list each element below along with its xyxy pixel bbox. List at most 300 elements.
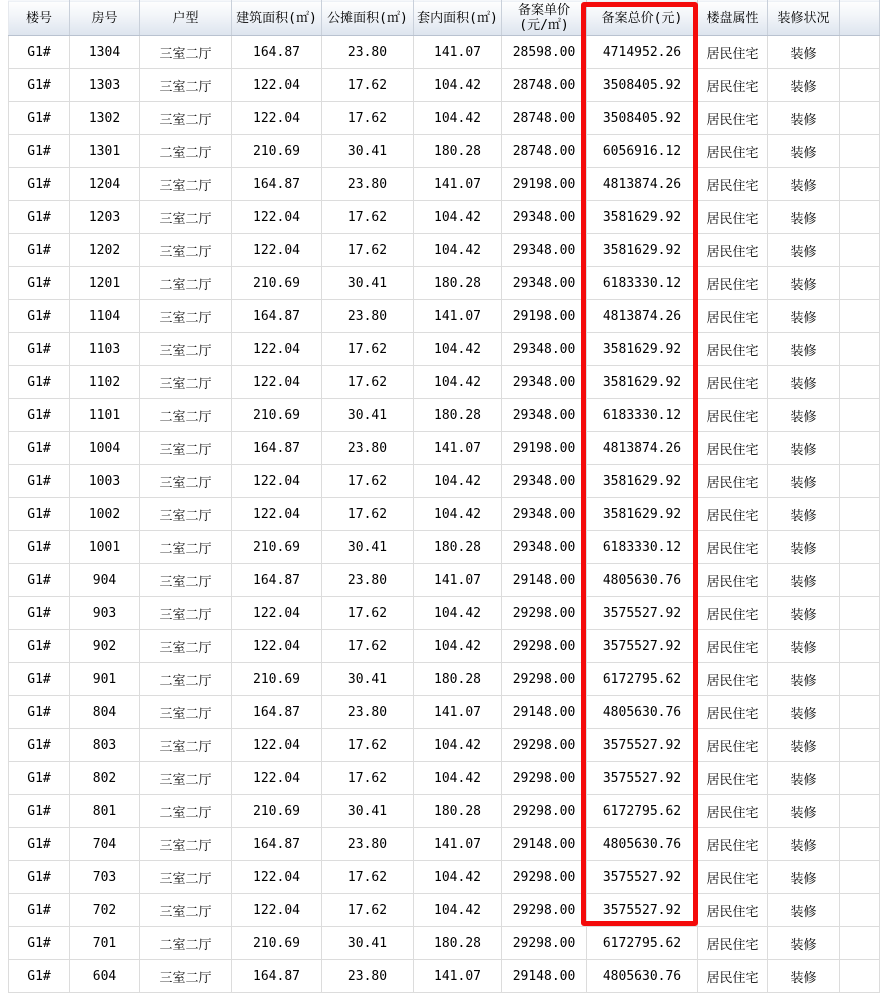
cell-unit-price: 28598.00 bbox=[502, 36, 587, 69]
cell-inner-area: 141.07 bbox=[414, 168, 502, 201]
cell-extra bbox=[840, 168, 880, 201]
cell-decoration: 装修 bbox=[768, 960, 840, 993]
cell-shared-area: 17.62 bbox=[322, 630, 414, 663]
table-row bbox=[9, 36, 880, 69]
cell-extra bbox=[840, 498, 880, 531]
cell-building: G1# bbox=[9, 696, 70, 729]
cell-decoration: 装修 bbox=[768, 927, 840, 960]
cell-building: G1# bbox=[9, 465, 70, 498]
cell-property-type: 居民住宅 bbox=[698, 663, 768, 696]
cell-inner-area: 104.42 bbox=[414, 465, 502, 498]
cell-total-price: 3575527.92 bbox=[587, 894, 698, 927]
cell-total-price: 3581629.92 bbox=[587, 465, 698, 498]
column-header-building: 楼号 bbox=[9, 1, 70, 36]
cell-unit-type: 三室二厅 bbox=[140, 465, 232, 498]
cell-shared-area: 30.41 bbox=[322, 663, 414, 696]
cell-extra bbox=[840, 630, 880, 663]
cell-room: 1303 bbox=[70, 69, 140, 102]
column-header-unit-type: 户型 bbox=[140, 1, 232, 36]
table-row bbox=[9, 102, 880, 135]
cell-extra bbox=[840, 399, 880, 432]
cell-extra bbox=[840, 69, 880, 102]
cell-unit-type: 三室二厅 bbox=[140, 762, 232, 795]
cell-build-area: 122.04 bbox=[232, 498, 322, 531]
cell-shared-area: 23.80 bbox=[322, 960, 414, 993]
cell-room: 802 bbox=[70, 762, 140, 795]
cell-unit-type: 三室二厅 bbox=[140, 69, 232, 102]
cell-unit-type: 三室二厅 bbox=[140, 828, 232, 861]
cell-unit-price: 29198.00 bbox=[502, 300, 587, 333]
cell-room: 901 bbox=[70, 663, 140, 696]
cell-building: G1# bbox=[9, 762, 70, 795]
cell-extra bbox=[840, 432, 880, 465]
cell-property-type: 居民住宅 bbox=[698, 597, 768, 630]
cell-extra bbox=[840, 696, 880, 729]
cell-unit-price: 29348.00 bbox=[502, 531, 587, 564]
cell-shared-area: 17.62 bbox=[322, 201, 414, 234]
cell-inner-area: 141.07 bbox=[414, 36, 502, 69]
cell-decoration: 装修 bbox=[768, 663, 840, 696]
cell-property-type: 居民住宅 bbox=[698, 102, 768, 135]
cell-shared-area: 17.62 bbox=[322, 498, 414, 531]
table-row bbox=[9, 894, 880, 927]
cell-extra bbox=[840, 828, 880, 861]
cell-shared-area: 23.80 bbox=[322, 828, 414, 861]
cell-decoration: 装修 bbox=[768, 696, 840, 729]
cell-building: G1# bbox=[9, 102, 70, 135]
header-row bbox=[9, 1, 880, 36]
cell-extra bbox=[840, 333, 880, 366]
cell-total-price: 4813874.26 bbox=[587, 168, 698, 201]
listing-price-table bbox=[8, 0, 880, 993]
cell-room: 1001 bbox=[70, 531, 140, 564]
cell-total-price: 3581629.92 bbox=[587, 234, 698, 267]
cell-room: 1302 bbox=[70, 102, 140, 135]
cell-unit-price: 29298.00 bbox=[502, 597, 587, 630]
cell-extra bbox=[840, 795, 880, 828]
table-row bbox=[9, 762, 880, 795]
table-row bbox=[9, 498, 880, 531]
cell-total-price: 6183330.12 bbox=[587, 267, 698, 300]
cell-inner-area: 104.42 bbox=[414, 729, 502, 762]
table-row bbox=[9, 564, 880, 597]
cell-total-price: 4813874.26 bbox=[587, 432, 698, 465]
cell-room: 1103 bbox=[70, 333, 140, 366]
cell-building: G1# bbox=[9, 498, 70, 531]
cell-room: 1002 bbox=[70, 498, 140, 531]
cell-unit-type: 二室二厅 bbox=[140, 927, 232, 960]
table-row bbox=[9, 861, 880, 894]
cell-room: 702 bbox=[70, 894, 140, 927]
cell-shared-area: 30.41 bbox=[322, 795, 414, 828]
cell-building: G1# bbox=[9, 828, 70, 861]
cell-unit-type: 三室二厅 bbox=[140, 234, 232, 267]
cell-unit-type: 三室二厅 bbox=[140, 861, 232, 894]
cell-build-area: 210.69 bbox=[232, 267, 322, 300]
cell-inner-area: 104.42 bbox=[414, 498, 502, 531]
cell-property-type: 居民住宅 bbox=[698, 861, 768, 894]
cell-decoration: 装修 bbox=[768, 564, 840, 597]
cell-room: 1104 bbox=[70, 300, 140, 333]
cell-unit-type: 三室二厅 bbox=[140, 366, 232, 399]
cell-unit-type: 三室二厅 bbox=[140, 597, 232, 630]
cell-shared-area: 23.80 bbox=[322, 300, 414, 333]
cell-inner-area: 104.42 bbox=[414, 102, 502, 135]
cell-build-area: 210.69 bbox=[232, 531, 322, 564]
cell-build-area: 122.04 bbox=[232, 729, 322, 762]
cell-building: G1# bbox=[9, 663, 70, 696]
cell-unit-type: 三室二厅 bbox=[140, 894, 232, 927]
cell-room: 1101 bbox=[70, 399, 140, 432]
column-header-decoration: 装修状况 bbox=[768, 1, 840, 36]
cell-room: 1003 bbox=[70, 465, 140, 498]
cell-unit-price: 29148.00 bbox=[502, 564, 587, 597]
cell-unit-price: 29298.00 bbox=[502, 861, 587, 894]
cell-inner-area: 180.28 bbox=[414, 663, 502, 696]
column-header-property-type: 楼盘属性 bbox=[698, 1, 768, 36]
cell-room: 801 bbox=[70, 795, 140, 828]
cell-extra bbox=[840, 366, 880, 399]
column-header-room: 房号 bbox=[70, 1, 140, 36]
cell-build-area: 122.04 bbox=[232, 102, 322, 135]
cell-total-price: 4805630.76 bbox=[587, 696, 698, 729]
cell-build-area: 164.87 bbox=[232, 300, 322, 333]
cell-property-type: 居民住宅 bbox=[698, 795, 768, 828]
cell-total-price: 4813874.26 bbox=[587, 300, 698, 333]
cell-extra bbox=[840, 894, 880, 927]
column-header-unit-price: 备案单价(元/㎡) bbox=[502, 1, 587, 36]
cell-decoration: 装修 bbox=[768, 894, 840, 927]
table-row bbox=[9, 531, 880, 564]
cell-shared-area: 17.62 bbox=[322, 465, 414, 498]
cell-total-price: 3575527.92 bbox=[587, 597, 698, 630]
cell-extra bbox=[840, 36, 880, 69]
cell-unit-price: 29348.00 bbox=[502, 399, 587, 432]
cell-room: 1301 bbox=[70, 135, 140, 168]
cell-decoration: 装修 bbox=[768, 432, 840, 465]
cell-unit-price: 29198.00 bbox=[502, 168, 587, 201]
cell-decoration: 装修 bbox=[768, 201, 840, 234]
cell-property-type: 居民住宅 bbox=[698, 531, 768, 564]
cell-unit-price: 28748.00 bbox=[502, 102, 587, 135]
cell-decoration: 装修 bbox=[768, 531, 840, 564]
cell-unit-price: 29198.00 bbox=[502, 432, 587, 465]
cell-build-area: 210.69 bbox=[232, 663, 322, 696]
cell-unit-type: 三室二厅 bbox=[140, 564, 232, 597]
cell-unit-type: 三室二厅 bbox=[140, 201, 232, 234]
cell-unit-price: 28748.00 bbox=[502, 135, 587, 168]
cell-total-price: 3508405.92 bbox=[587, 102, 698, 135]
cell-unit-price: 29298.00 bbox=[502, 894, 587, 927]
cell-build-area: 210.69 bbox=[232, 927, 322, 960]
cell-unit-type: 二室二厅 bbox=[140, 663, 232, 696]
cell-decoration: 装修 bbox=[768, 795, 840, 828]
cell-extra bbox=[840, 861, 880, 894]
cell-building: G1# bbox=[9, 300, 70, 333]
cell-building: G1# bbox=[9, 795, 70, 828]
table-row bbox=[9, 795, 880, 828]
cell-unit-type: 二室二厅 bbox=[140, 531, 232, 564]
column-header-shared-area: 公摊面积(㎡) bbox=[322, 1, 414, 36]
cell-inner-area: 104.42 bbox=[414, 69, 502, 102]
cell-build-area: 122.04 bbox=[232, 333, 322, 366]
cell-inner-area: 104.42 bbox=[414, 366, 502, 399]
cell-shared-area: 17.62 bbox=[322, 366, 414, 399]
cell-total-price: 3581629.92 bbox=[587, 366, 698, 399]
cell-unit-type: 三室二厅 bbox=[140, 102, 232, 135]
cell-property-type: 居民住宅 bbox=[698, 696, 768, 729]
cell-unit-type: 三室二厅 bbox=[140, 432, 232, 465]
cell-room: 1304 bbox=[70, 36, 140, 69]
cell-extra bbox=[840, 465, 880, 498]
cell-property-type: 居民住宅 bbox=[698, 960, 768, 993]
cell-room: 804 bbox=[70, 696, 140, 729]
cell-unit-type: 三室二厅 bbox=[140, 630, 232, 663]
cell-shared-area: 30.41 bbox=[322, 399, 414, 432]
table-row bbox=[9, 960, 880, 993]
cell-property-type: 居民住宅 bbox=[698, 135, 768, 168]
cell-total-price: 6056916.12 bbox=[587, 135, 698, 168]
cell-property-type: 居民住宅 bbox=[698, 927, 768, 960]
cell-decoration: 装修 bbox=[768, 762, 840, 795]
cell-unit-price: 29348.00 bbox=[502, 366, 587, 399]
column-header-total-price: 备案总价(元) bbox=[587, 1, 698, 36]
cell-building: G1# bbox=[9, 234, 70, 267]
cell-building: G1# bbox=[9, 69, 70, 102]
cell-total-price: 6183330.12 bbox=[587, 399, 698, 432]
cell-unit-type: 三室二厅 bbox=[140, 498, 232, 531]
cell-build-area: 164.87 bbox=[232, 36, 322, 69]
cell-unit-price: 29298.00 bbox=[502, 729, 587, 762]
cell-room: 1204 bbox=[70, 168, 140, 201]
cell-inner-area: 180.28 bbox=[414, 795, 502, 828]
cell-total-price: 3581629.92 bbox=[587, 498, 698, 531]
table-row bbox=[9, 630, 880, 663]
cell-decoration: 装修 bbox=[768, 135, 840, 168]
cell-build-area: 210.69 bbox=[232, 399, 322, 432]
cell-unit-type: 三室二厅 bbox=[140, 300, 232, 333]
cell-unit-type: 三室二厅 bbox=[140, 729, 232, 762]
cell-total-price: 3581629.92 bbox=[587, 333, 698, 366]
cell-property-type: 居民住宅 bbox=[698, 498, 768, 531]
cell-room: 703 bbox=[70, 861, 140, 894]
cell-inner-area: 104.42 bbox=[414, 333, 502, 366]
cell-property-type: 居民住宅 bbox=[698, 432, 768, 465]
cell-inner-area: 104.42 bbox=[414, 861, 502, 894]
cell-building: G1# bbox=[9, 366, 70, 399]
table-row bbox=[9, 366, 880, 399]
cell-unit-price: 29348.00 bbox=[502, 465, 587, 498]
cell-decoration: 装修 bbox=[768, 597, 840, 630]
cell-property-type: 居民住宅 bbox=[698, 234, 768, 267]
cell-shared-area: 30.41 bbox=[322, 531, 414, 564]
cell-inner-area: 104.42 bbox=[414, 234, 502, 267]
cell-build-area: 210.69 bbox=[232, 795, 322, 828]
cell-build-area: 164.87 bbox=[232, 168, 322, 201]
cell-inner-area: 180.28 bbox=[414, 135, 502, 168]
table-row bbox=[9, 201, 880, 234]
cell-property-type: 居民住宅 bbox=[698, 168, 768, 201]
cell-property-type: 居民住宅 bbox=[698, 762, 768, 795]
cell-unit-type: 三室二厅 bbox=[140, 36, 232, 69]
cell-decoration: 装修 bbox=[768, 861, 840, 894]
cell-building: G1# bbox=[9, 630, 70, 663]
cell-building: G1# bbox=[9, 861, 70, 894]
cell-room: 904 bbox=[70, 564, 140, 597]
table-row bbox=[9, 234, 880, 267]
cell-unit-type: 二室二厅 bbox=[140, 267, 232, 300]
table-row bbox=[9, 399, 880, 432]
cell-shared-area: 23.80 bbox=[322, 432, 414, 465]
cell-building: G1# bbox=[9, 597, 70, 630]
table-row bbox=[9, 267, 880, 300]
cell-total-price: 3581629.92 bbox=[587, 201, 698, 234]
table-row bbox=[9, 300, 880, 333]
cell-build-area: 164.87 bbox=[232, 432, 322, 465]
cell-inner-area: 104.42 bbox=[414, 630, 502, 663]
cell-decoration: 装修 bbox=[768, 465, 840, 498]
cell-shared-area: 17.62 bbox=[322, 69, 414, 102]
cell-building: G1# bbox=[9, 894, 70, 927]
cell-extra bbox=[840, 597, 880, 630]
cell-total-price: 3508405.92 bbox=[587, 69, 698, 102]
cell-room: 1203 bbox=[70, 201, 140, 234]
cell-shared-area: 17.62 bbox=[322, 894, 414, 927]
cell-building: G1# bbox=[9, 201, 70, 234]
cell-unit-type: 三室二厅 bbox=[140, 168, 232, 201]
cell-unit-price: 29148.00 bbox=[502, 828, 587, 861]
cell-unit-price: 29298.00 bbox=[502, 795, 587, 828]
cell-total-price: 4805630.76 bbox=[587, 960, 698, 993]
cell-property-type: 居民住宅 bbox=[698, 894, 768, 927]
cell-build-area: 164.87 bbox=[232, 564, 322, 597]
listing-price-table-wrap bbox=[8, 0, 868, 986]
cell-build-area: 122.04 bbox=[232, 69, 322, 102]
cell-total-price: 3575527.92 bbox=[587, 861, 698, 894]
cell-room: 704 bbox=[70, 828, 140, 861]
cell-inner-area: 141.07 bbox=[414, 300, 502, 333]
cell-inner-area: 180.28 bbox=[414, 531, 502, 564]
cell-total-price: 6172795.62 bbox=[587, 927, 698, 960]
cell-unit-type: 三室二厅 bbox=[140, 696, 232, 729]
table-row bbox=[9, 597, 880, 630]
cell-inner-area: 104.42 bbox=[414, 894, 502, 927]
cell-total-price: 4805630.76 bbox=[587, 828, 698, 861]
cell-room: 1004 bbox=[70, 432, 140, 465]
cell-property-type: 居民住宅 bbox=[698, 201, 768, 234]
cell-shared-area: 17.62 bbox=[322, 234, 414, 267]
cell-shared-area: 30.41 bbox=[322, 927, 414, 960]
cell-unit-type: 二室二厅 bbox=[140, 135, 232, 168]
cell-property-type: 居民住宅 bbox=[698, 36, 768, 69]
cell-property-type: 居民住宅 bbox=[698, 399, 768, 432]
cell-property-type: 居民住宅 bbox=[698, 465, 768, 498]
cell-build-area: 210.69 bbox=[232, 135, 322, 168]
cell-build-area: 164.87 bbox=[232, 828, 322, 861]
cell-room: 604 bbox=[70, 960, 140, 993]
cell-unit-type: 三室二厅 bbox=[140, 960, 232, 993]
cell-extra bbox=[840, 762, 880, 795]
table-row bbox=[9, 333, 880, 366]
cell-extra bbox=[840, 531, 880, 564]
cell-extra bbox=[840, 564, 880, 597]
cell-building: G1# bbox=[9, 927, 70, 960]
cell-shared-area: 17.62 bbox=[322, 729, 414, 762]
cell-total-price: 3575527.92 bbox=[587, 729, 698, 762]
cell-total-price: 3575527.92 bbox=[587, 630, 698, 663]
cell-property-type: 居民住宅 bbox=[698, 300, 768, 333]
cell-decoration: 装修 bbox=[768, 69, 840, 102]
table-body bbox=[9, 36, 880, 993]
cell-total-price: 6183330.12 bbox=[587, 531, 698, 564]
cell-total-price: 4805630.76 bbox=[587, 564, 698, 597]
cell-building: G1# bbox=[9, 267, 70, 300]
cell-decoration: 装修 bbox=[768, 300, 840, 333]
cell-unit-price: 29348.00 bbox=[502, 498, 587, 531]
table-row bbox=[9, 927, 880, 960]
cell-shared-area: 23.80 bbox=[322, 168, 414, 201]
cell-build-area: 164.87 bbox=[232, 960, 322, 993]
cell-shared-area: 23.80 bbox=[322, 564, 414, 597]
cell-total-price: 6172795.62 bbox=[587, 795, 698, 828]
cell-decoration: 装修 bbox=[768, 102, 840, 135]
cell-build-area: 122.04 bbox=[232, 597, 322, 630]
cell-property-type: 居民住宅 bbox=[698, 267, 768, 300]
cell-decoration: 装修 bbox=[768, 828, 840, 861]
cell-extra bbox=[840, 300, 880, 333]
cell-build-area: 122.04 bbox=[232, 630, 322, 663]
cell-decoration: 装修 bbox=[768, 366, 840, 399]
cell-decoration: 装修 bbox=[768, 333, 840, 366]
cell-shared-area: 17.62 bbox=[322, 333, 414, 366]
cell-shared-area: 23.80 bbox=[322, 36, 414, 69]
cell-room: 1201 bbox=[70, 267, 140, 300]
cell-extra bbox=[840, 135, 880, 168]
cell-total-price: 6172795.62 bbox=[587, 663, 698, 696]
cell-building: G1# bbox=[9, 729, 70, 762]
cell-room: 701 bbox=[70, 927, 140, 960]
cell-unit-price: 29348.00 bbox=[502, 201, 587, 234]
cell-property-type: 居民住宅 bbox=[698, 564, 768, 597]
cell-inner-area: 141.07 bbox=[414, 696, 502, 729]
cell-inner-area: 141.07 bbox=[414, 432, 502, 465]
cell-extra bbox=[840, 960, 880, 993]
cell-property-type: 居民住宅 bbox=[698, 333, 768, 366]
cell-shared-area: 30.41 bbox=[322, 135, 414, 168]
cell-shared-area: 23.80 bbox=[322, 696, 414, 729]
table-row bbox=[9, 729, 880, 762]
cell-build-area: 122.04 bbox=[232, 465, 322, 498]
cell-inner-area: 104.42 bbox=[414, 762, 502, 795]
cell-decoration: 装修 bbox=[768, 267, 840, 300]
cell-inner-area: 180.28 bbox=[414, 267, 502, 300]
cell-property-type: 居民住宅 bbox=[698, 630, 768, 663]
column-header-inner-area: 套内面积(㎡) bbox=[414, 1, 502, 36]
cell-decoration: 装修 bbox=[768, 234, 840, 267]
cell-building: G1# bbox=[9, 399, 70, 432]
cell-extra bbox=[840, 201, 880, 234]
cell-building: G1# bbox=[9, 36, 70, 69]
cell-shared-area: 30.41 bbox=[322, 267, 414, 300]
table-row bbox=[9, 432, 880, 465]
cell-inner-area: 180.28 bbox=[414, 927, 502, 960]
cell-build-area: 122.04 bbox=[232, 234, 322, 267]
cell-inner-area: 141.07 bbox=[414, 828, 502, 861]
cell-unit-price: 29298.00 bbox=[502, 630, 587, 663]
table-row bbox=[9, 465, 880, 498]
cell-unit-price: 29298.00 bbox=[502, 663, 587, 696]
table-row bbox=[9, 69, 880, 102]
